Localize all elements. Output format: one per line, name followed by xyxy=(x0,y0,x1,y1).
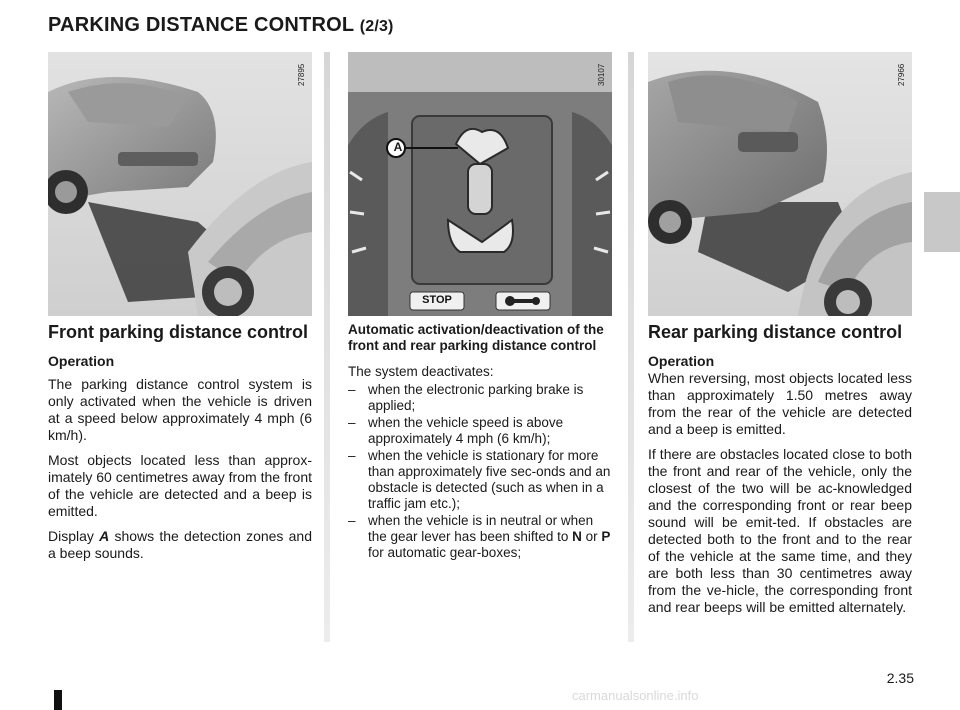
front-para-detection: Most objects located less than approx-imately 60 centimetres away from the front of the vehicle are detected and a beep is emitted. xyxy=(48,452,312,519)
list-dash: – xyxy=(348,415,356,430)
figure-code-left: 27895 xyxy=(297,63,306,86)
rear-parking-heading: Rear parking distance control xyxy=(648,322,903,342)
automatic-deactivation-section xyxy=(348,322,612,562)
stop-label: STOP xyxy=(422,294,452,306)
list-dash: – xyxy=(348,448,356,463)
rear-parking-figure xyxy=(648,52,912,316)
gear-n-label: N xyxy=(572,529,582,544)
gear-p-label: P xyxy=(601,529,611,544)
rear-para-reversing: When reversing, most objects located less than approximately 1.50 metres away from the rear of the vehicle are detected and a beep is emitted. xyxy=(648,370,912,437)
callout-a-label: A xyxy=(393,140,403,154)
car-top-view-icon xyxy=(468,164,492,214)
front-para-activation: The parking distance control system is only activated when the vehicle is driven at a speed below approximately 4 mph (6 km/h). xyxy=(48,376,312,443)
front-parking-heading: Front parking distance control xyxy=(48,322,309,342)
figure-code-middle: 30107 xyxy=(597,63,606,86)
front-para-display-suffix: shows the detection zones and a beep sounds. xyxy=(48,528,312,561)
rear-parking-section xyxy=(648,322,912,624)
column-divider-left xyxy=(324,52,330,642)
list-dash: – xyxy=(348,382,356,397)
instrument-display-figure xyxy=(348,52,612,316)
list-item-text: or xyxy=(581,529,602,544)
rear-operation-subheading: Operation xyxy=(648,353,715,369)
front-operation-subheading: Operation xyxy=(48,353,115,369)
list-item xyxy=(348,415,612,447)
column-divider-right xyxy=(628,52,634,642)
front-parking-section xyxy=(48,322,312,570)
page-title-part: (2/3) xyxy=(359,18,394,35)
deactivation-intro: The system deactivates: xyxy=(348,364,494,379)
list-item xyxy=(348,448,612,512)
watermark-text: carmanualsonline.info xyxy=(572,688,699,703)
page-title-text: PARKING DISTANCE CONTROL xyxy=(48,14,354,36)
dashboard-display-illustration xyxy=(348,52,612,316)
section-tab xyxy=(924,192,960,252)
page-title xyxy=(48,14,394,37)
front-para-display xyxy=(48,528,312,562)
list-item xyxy=(348,382,612,414)
automatic-heading: Automatic activation/deactivation of the front and rear parking distance control xyxy=(348,322,604,353)
rear-car-illustration xyxy=(648,52,912,316)
rear-para-obstacles: If there are obstacles located close to both the front and rear of the vehicle, only the closest of the two will be ac-knowledged and the corresponding front or rear beep sound will be emit-ted. If obstacles are detected both to the front and to the rear of the vehicle at the same time, and they are both less than 30 centimetres away from the ve-hicle, the corresponding front and rear beeps will be emitted alternately. xyxy=(648,446,912,615)
front-parking-figure xyxy=(48,52,312,316)
list-item-text: when the vehicle speed is above approximately 4 mph (6 km/h); xyxy=(368,415,564,446)
figure-code-right: 27966 xyxy=(897,63,906,86)
page-corner-mark xyxy=(54,690,62,710)
list-item xyxy=(348,513,612,561)
front-para-display-prefix: Display xyxy=(48,528,100,544)
deactivation-list xyxy=(348,382,612,561)
list-dash: – xyxy=(348,513,356,528)
list-item-text: when the electronic parking brake is applied; xyxy=(368,382,584,413)
page-number: 2.35 xyxy=(886,670,914,686)
display-a-reference: A xyxy=(99,528,110,544)
list-item-text: when the vehicle is in neutral or when the gear lever has been shifted to xyxy=(368,513,594,544)
front-car-illustration xyxy=(48,52,312,316)
list-item-text: when the vehicle is stationary for more than approximately five sec-onds and an obstacle is detected (such as when in a traffic jam etc.); xyxy=(368,448,611,511)
list-item-text: for automatic gear-boxes; xyxy=(368,545,522,560)
